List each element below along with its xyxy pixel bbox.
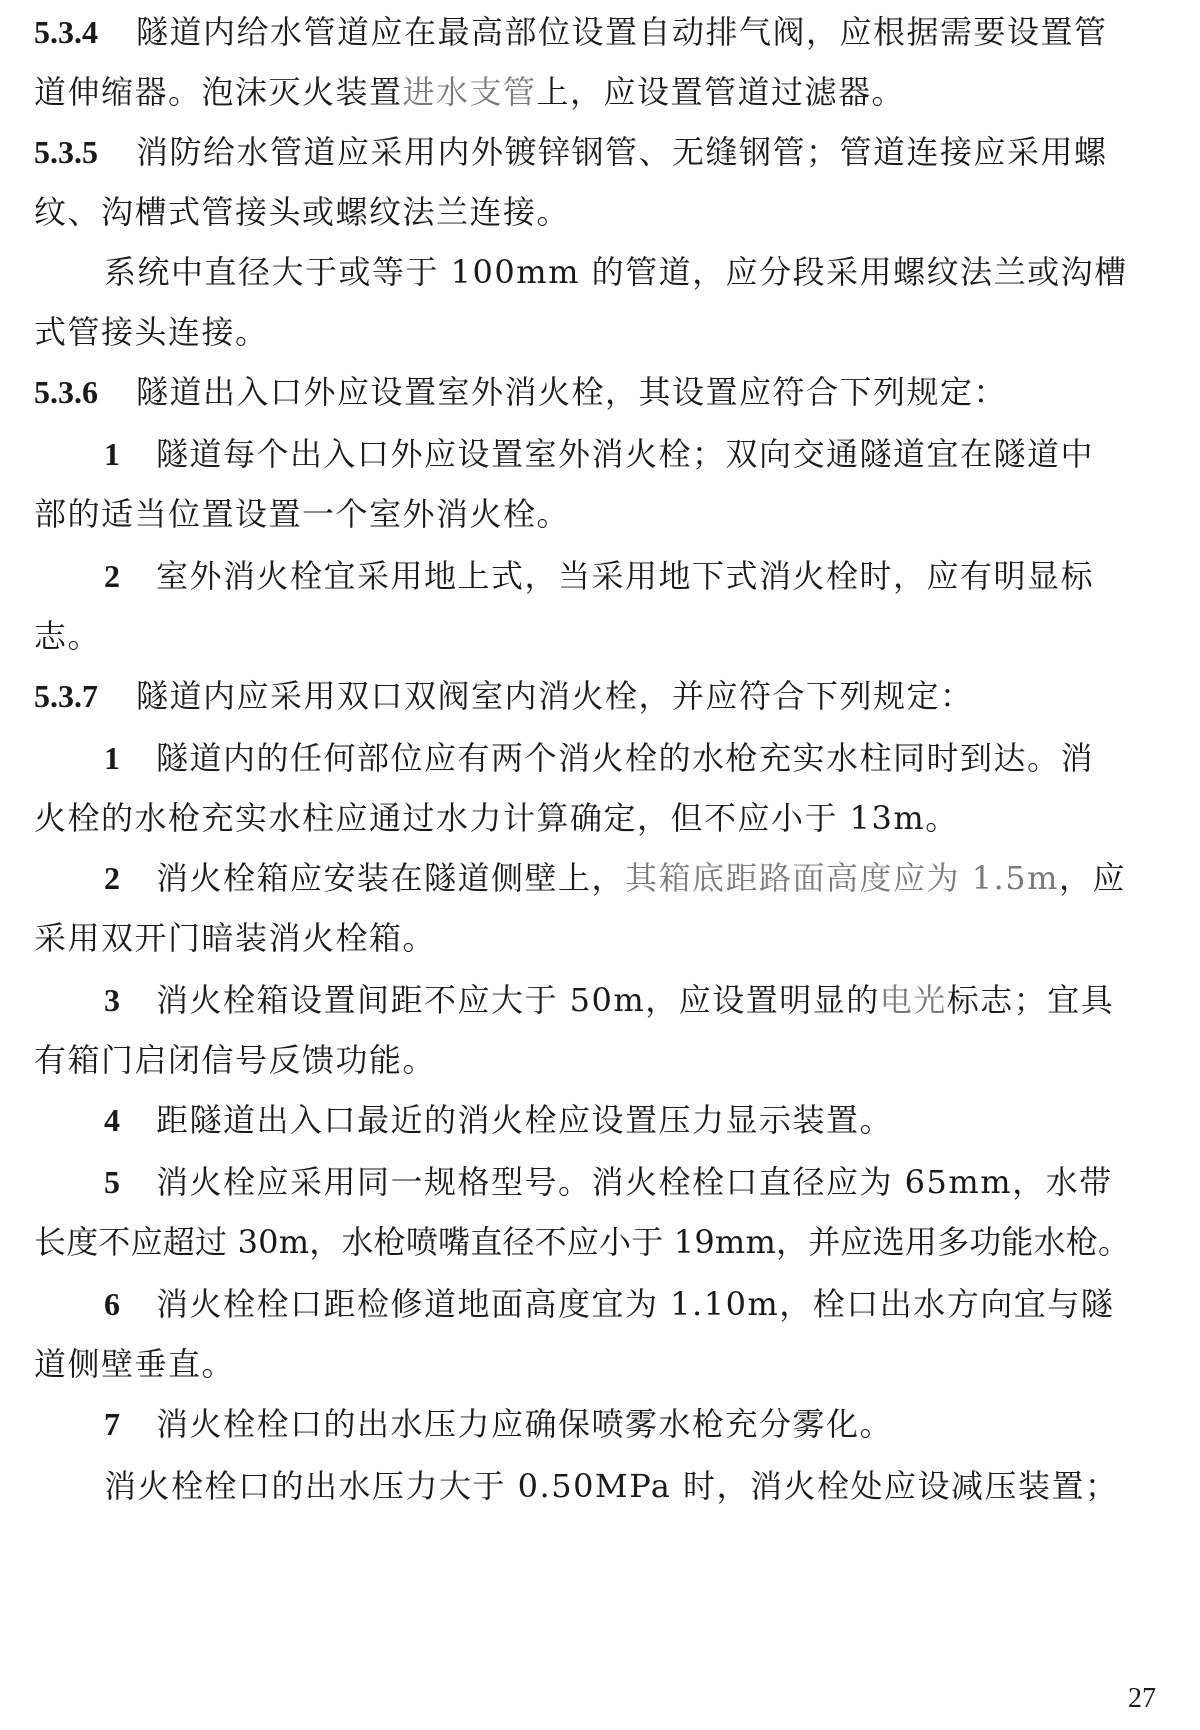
list-item-number: 1 — [104, 436, 120, 472]
paragraph-text: 消火栓栓口的出水压力大于 0.50MPa 时，消火栓处应设减压装置； — [104, 1467, 1119, 1505]
list-item-continuation — [34, 1040, 1164, 1080]
list-item-text: 室外消火栓宜采用地上式，当采用地下式消火栓时，应有明显标 — [156, 557, 1095, 595]
grey-text-segment: 其箱底距路面高度应为 1.5m — [625, 859, 1059, 897]
list-item-line — [104, 1404, 1164, 1444]
list-item-continuation — [34, 494, 1164, 534]
text-segment: 消火栓箱设置间距不应大于 50m，应设置明显的 — [156, 981, 880, 1019]
list-item-continuation — [34, 616, 1164, 656]
clause-5-3-4-line-2 — [34, 72, 1164, 112]
paragraph-line — [104, 1466, 1164, 1506]
list-item-line — [104, 556, 1164, 596]
page-number: 27 — [1128, 1683, 1156, 1714]
list-item-text: 道侧壁垂直。 — [34, 1345, 236, 1383]
list-item-number: 6 — [104, 1286, 120, 1322]
list-item-text: 火栓的水枪充实水柱应通过水力计算确定，但不应小于 13m。 — [34, 799, 959, 837]
list-item-line — [104, 434, 1164, 474]
list-item-continuation — [34, 1222, 1164, 1262]
list-item-text: 隧道每个出入口外应设置室外消火栓；双向交通隧道宜在隧道中 — [156, 435, 1095, 473]
list-item-line — [104, 1100, 1164, 1140]
list-item-line — [104, 858, 1164, 898]
list-item-continuation — [34, 798, 1164, 838]
text-segment: 道伸缩器。泡沫灭火装置 — [34, 73, 403, 111]
paragraph-line — [104, 252, 1164, 292]
list-item-line — [104, 738, 1164, 778]
list-item-number: 5 — [104, 1164, 120, 1200]
list-item-text: 采用双开门暗装消火栓箱。 — [34, 919, 437, 957]
paragraph-text: 式管接头连接。 — [34, 313, 269, 351]
clause-number: 5.3.6 — [34, 374, 98, 410]
clause-5-3-7-line-1 — [34, 676, 1164, 716]
text-segment: ，应 — [1058, 859, 1126, 897]
clause-text: 隧道出入口外应设置室外消火栓，其设置应符合下列规定： — [136, 373, 1008, 411]
list-item-line — [104, 1162, 1164, 1202]
list-item-number: 1 — [104, 740, 120, 776]
list-item-text: 有箱门启闭信号反馈功能。 — [34, 1041, 437, 1079]
text-segment: 消火栓箱应安装在隧道侧壁上， — [156, 859, 626, 897]
list-item-continuation — [34, 918, 1164, 958]
clause-number: 5.3.4 — [34, 14, 98, 50]
text-segment: 标志；宜具 — [946, 981, 1115, 1019]
clause-5-3-5-line-1 — [34, 132, 1164, 172]
paragraph-line — [34, 312, 1164, 352]
list-item-text: 隧道内的任何部位应有两个消火栓的水枪充实水柱同时到达。消 — [156, 739, 1095, 777]
paragraph-text: 系统中直径大于或等于 100mm 的管道，应分段采用螺纹法兰或沟槽 — [104, 253, 1128, 291]
list-item-text: 距隧道出入口最近的消火栓应设置压力显示装置。 — [156, 1101, 894, 1139]
clause-number: 5.3.7 — [34, 678, 98, 714]
list-item-number: 2 — [104, 558, 120, 594]
clause-text: 消防给水管道应采用内外镀锌钢管、无缝钢管；管道连接应采用螺 — [136, 133, 1108, 171]
clause-text: 隧道内应采用双口双阀室内消火栓，并应符合下列规定： — [136, 677, 974, 715]
clause-5-3-4-line-1 — [34, 12, 1164, 52]
grey-text-segment: 进水支管 — [402, 73, 537, 111]
clause-5-3-5-line-2 — [34, 192, 1164, 232]
clause-text: 纹、沟槽式管接头或螺纹法兰连接。 — [34, 193, 571, 231]
grey-text-segment: 电光 — [879, 981, 947, 1019]
list-item-text: 长度不应超过 30m，水枪喷嘴直径不应小于 19mm，并应选用多功能水枪。 — [34, 1223, 1131, 1261]
clause-text: 隧道内给水管道应在最高部位设置自动排气阀，应根据需要设置管 — [136, 13, 1108, 51]
list-item-text: 消火栓应采用同一规格型号。消火栓栓口直径应为 65mm，水带 — [156, 1163, 1113, 1201]
list-item-number: 4 — [104, 1102, 120, 1138]
text-segment: 上，应设置管道过滤器。 — [536, 73, 906, 111]
list-item-text: 志。 — [34, 617, 102, 655]
list-item-number: 7 — [104, 1406, 120, 1442]
list-item-text: 消火栓栓口距检修道地面高度宜为 1.10m，栓口出水方向宜与隧 — [156, 1285, 1115, 1323]
list-item-number: 2 — [104, 860, 120, 896]
list-item-line — [104, 1284, 1164, 1324]
list-item-continuation — [34, 1344, 1164, 1384]
list-item-text: 消火栓栓口的出水压力应确保喷雾水枪充分雾化。 — [156, 1405, 894, 1443]
clause-number: 5.3.5 — [34, 134, 98, 170]
clause-5-3-6-line-1 — [34, 372, 1164, 412]
list-item-number: 3 — [104, 982, 120, 1018]
list-item-line — [104, 980, 1164, 1020]
list-item-text: 部的适当位置设置一个室外消火栓。 — [34, 495, 571, 533]
